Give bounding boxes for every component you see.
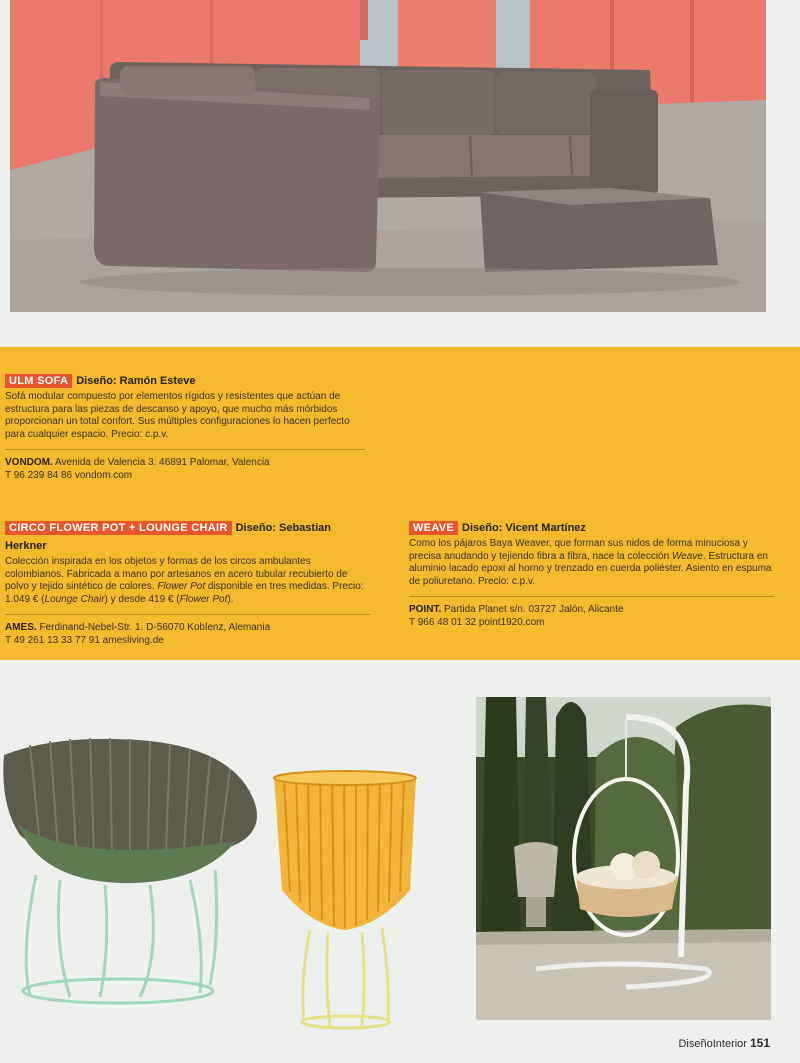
circo-flower-pot-photo xyxy=(270,770,420,1032)
ulm-description: Sofá modular compuesto por elementos rígidos y resistentes que actúan de estructura para las piezas de descanso y apoyo, que mucho más mórbidos proporcionan un total confort. Sus múltiples configuraciones lo hacen perfecto para cualquier espacio. Precio: c.p.v. xyxy=(5,391,350,440)
weave-phone-web: T 966 48 01 32 point1920.com xyxy=(409,617,545,629)
ulm-sofa-tag: ULM SOFA xyxy=(5,374,72,388)
page-number: 151 xyxy=(749,1036,770,1050)
ulm-address: Avenida de Valencia 3. 46891 Palomar, Valencia xyxy=(55,457,270,469)
ulm-brand: VONDOM. xyxy=(5,457,53,469)
circo-tag: CIRCO FLOWER POT + LOUNGE CHAIR xyxy=(5,521,232,535)
circo-lounge-chair-photo xyxy=(0,735,262,1015)
circo-divider xyxy=(5,614,370,615)
weave-address: Partida Planet s/n. 03727 Jalón, Alicante xyxy=(444,604,624,616)
ulm-designer: Diseño: Ramón Esteve xyxy=(76,375,196,387)
ulm-sofa-info xyxy=(5,371,365,482)
weave-info xyxy=(409,518,774,629)
page-footer xyxy=(678,1036,770,1050)
ulm-sofa-photo xyxy=(10,0,766,312)
circo-brand: AMES. xyxy=(5,622,37,634)
circo-info xyxy=(5,518,370,647)
weave-tag: WEAVE xyxy=(409,521,458,535)
ulm-phone-web: T 96 239 84 86 vondom.com xyxy=(5,470,133,482)
weave-description: Como los pájaros Baya Weaver, que forman sus nidos de forma minuciosa y precisa anudando y tejiendo fibra a fibra, nace la colección Weave. Estructura en aluminio lacado epoxi al horno y trenzado en cuerda poliéster. Asiento en espuma de poliuretano. Precio: c.p.v. xyxy=(409,538,772,587)
weave-designer: Diseño: Vicent Martínez xyxy=(462,522,586,534)
circo-description: Colección inspirada en los objetos y formas de los circos ambulantes colombianos. Fabricada a mano por artesanos en acero tubular recubierto de polvo y tejido sintético de colores. Flower Pot disponible en tres medidas. Precio: 1.049 € (Lounge Chair) y desde 419 € (Flower Pot). xyxy=(5,556,364,605)
ulm-divider xyxy=(5,449,365,450)
circo-address: Ferdinand-Nebel-Str. 1. D-56070 Koblenz, Alemania xyxy=(39,622,271,634)
weave-hanging-chair-photo xyxy=(476,697,771,1020)
magazine-name: DiseñoInterior xyxy=(678,1038,747,1050)
circo-designer: Diseño: Sebastian Herkner xyxy=(5,522,331,552)
weave-divider xyxy=(409,596,774,597)
circo-phone-web: T 49 261 13 33 77 91 amesliving.de xyxy=(5,635,164,647)
weave-brand: POINT. xyxy=(409,604,442,616)
